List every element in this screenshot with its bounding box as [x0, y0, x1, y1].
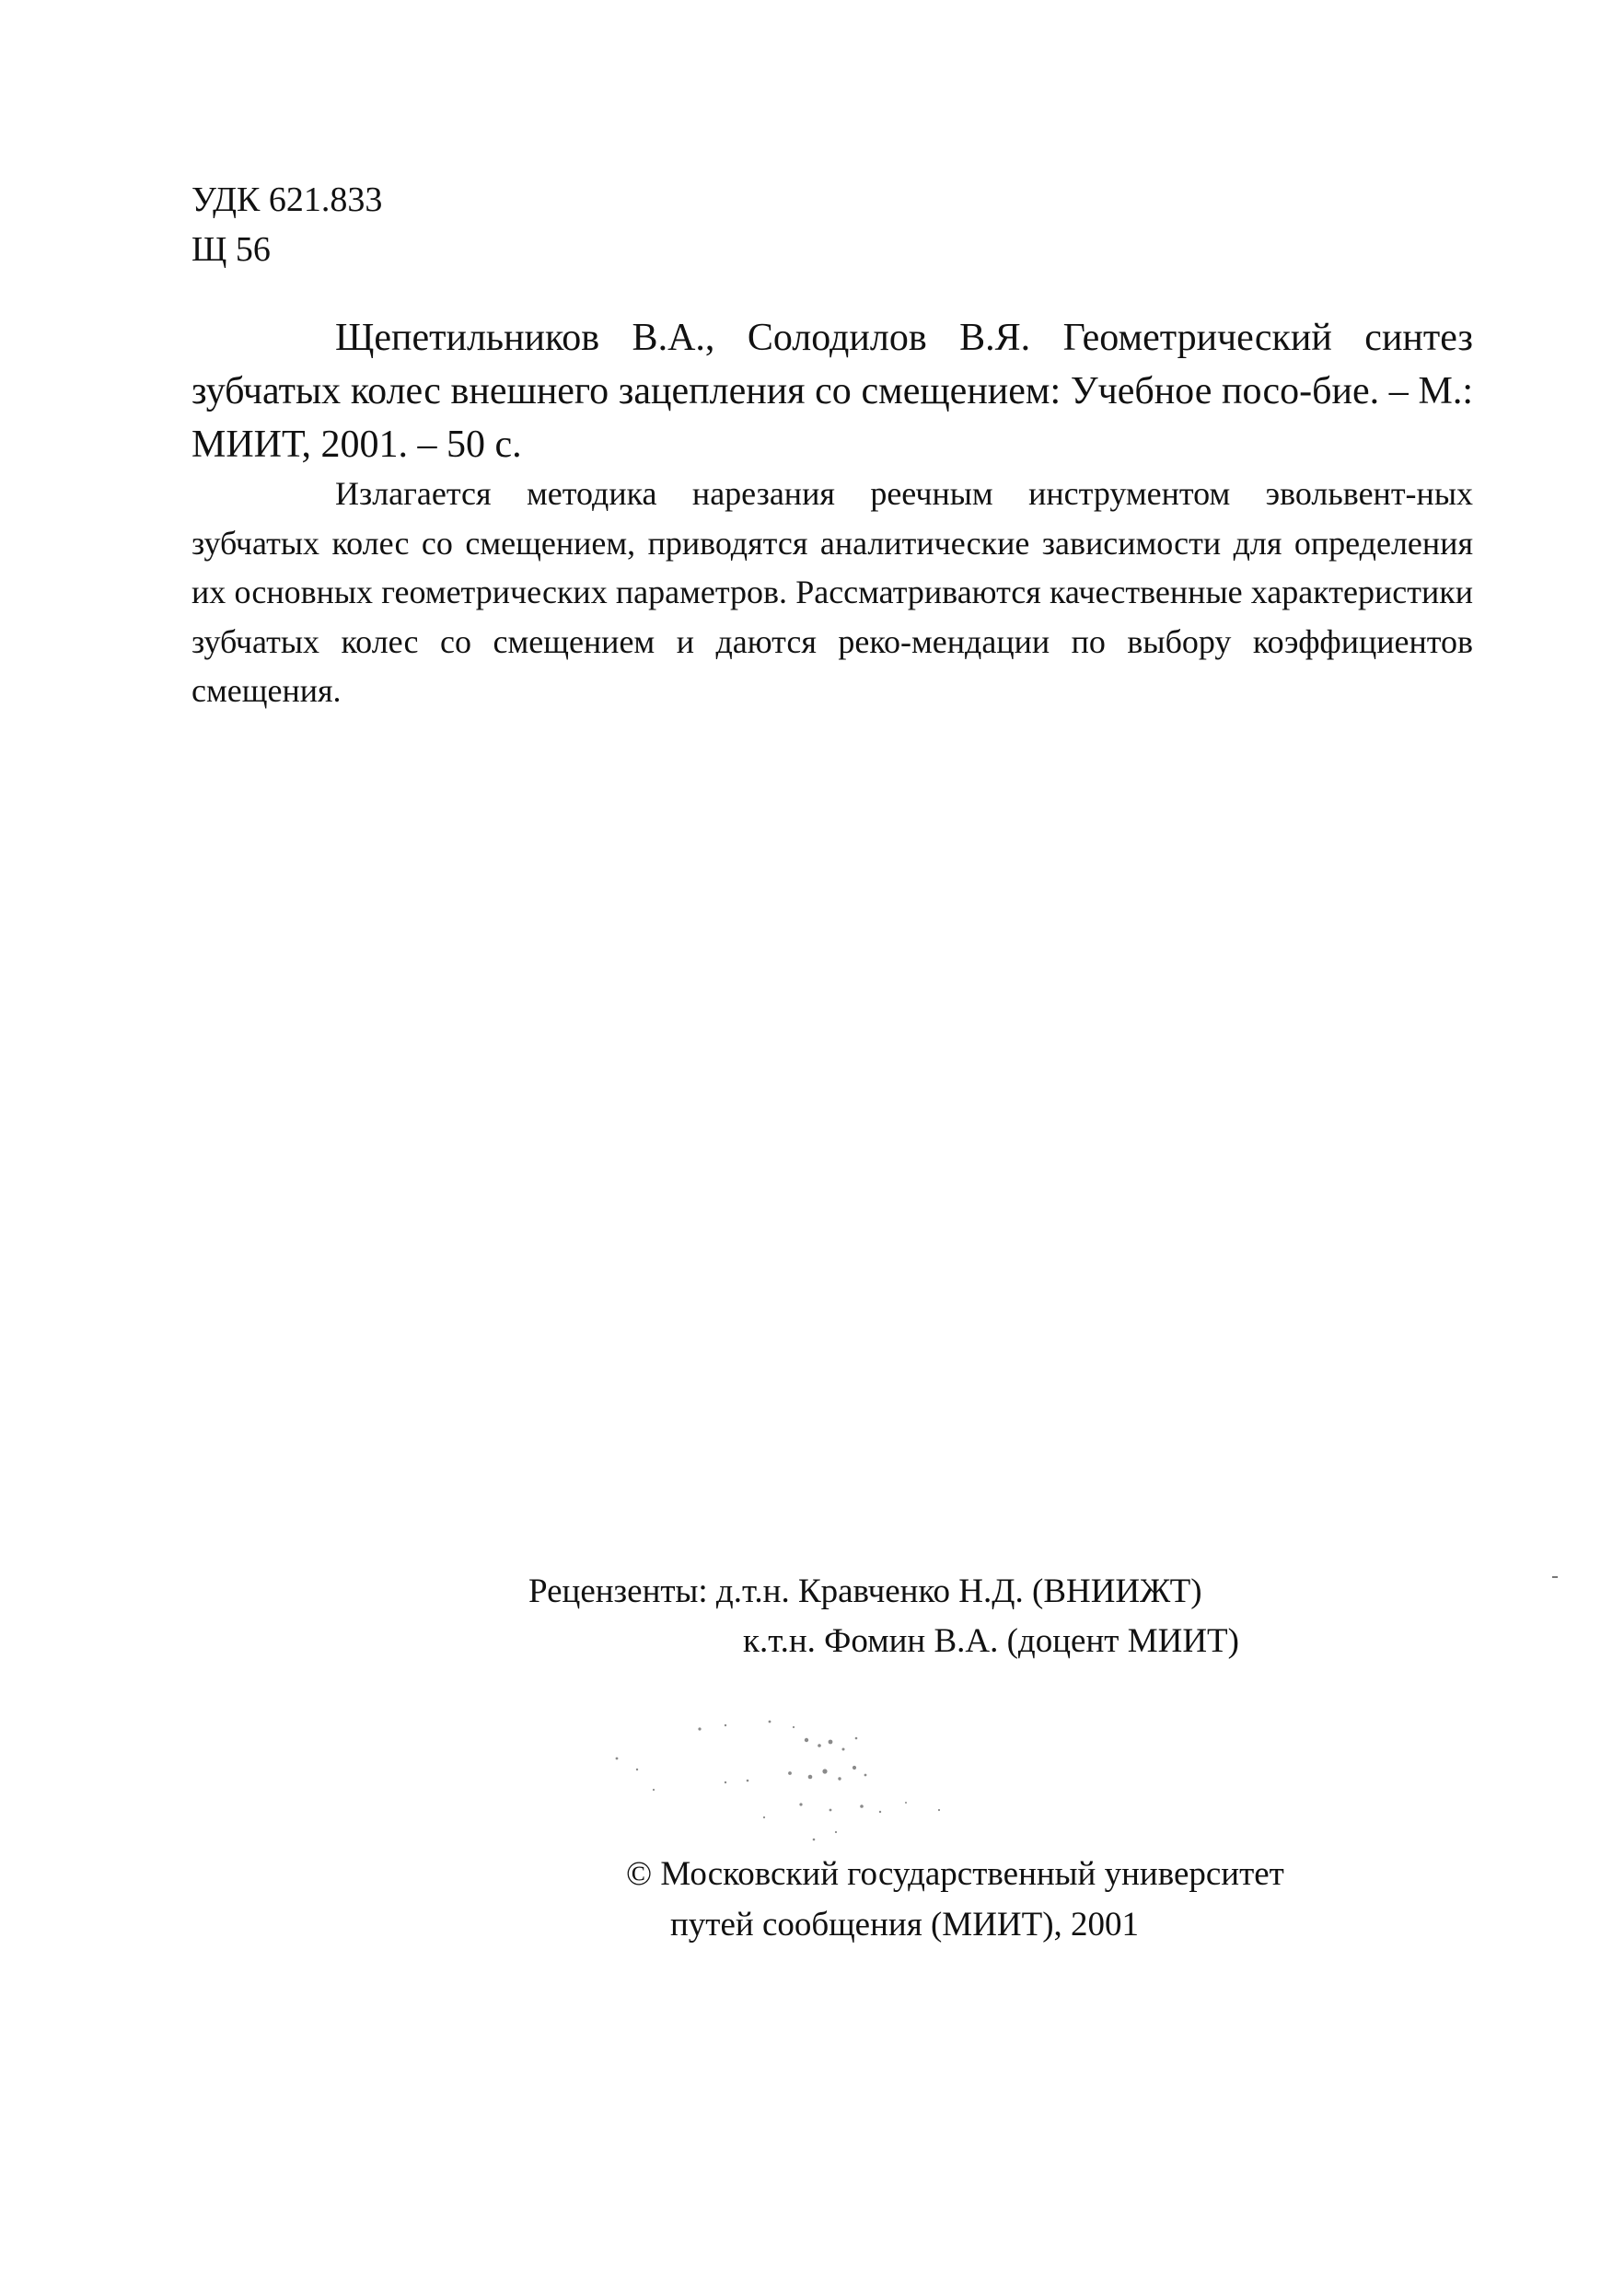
- udk-code: УДК 621.833: [191, 180, 383, 219]
- copyright-block: [626, 1849, 1284, 1950]
- copyright-line-2: путей сообщения (МИИТ), 2001: [670, 1906, 1140, 1944]
- abstract-paragraph: Излагается методика нарезания реечным инструментом эвольвент-ных зубчатых колес со смещением, приводятся аналитические зависимости для определения их основных геометрических параметров. Рассматриваются качественные характеристики зубчатых колес со смещением и даются реко-мендации по выбору коэффициентов смещения.: [191, 475, 1473, 709]
- library-code: Щ 56: [191, 230, 271, 269]
- faded-stamp-noise: [589, 1703, 976, 1851]
- reviewer-line-2: к.т.н. Фомин В.А. (доцент МИИТ): [743, 1622, 1239, 1660]
- scan-edge-mark: [1552, 1576, 1558, 1578]
- udk-block: [191, 175, 382, 274]
- reviewer-line-1: Рецензенты: д.т.н. Кравченко Н.Д. (ВНИИЖТ): [528, 1572, 1202, 1610]
- bibliographic-description: Щепетильников В.А., Солодилов В.Я. Геометрический синтез зубчатых колес внешнего зацепления со смещением: Учебное посо-бие. – М.: МИИТ, 2001. – 50 с.: [191, 317, 1473, 466]
- reviewers-block: [528, 1567, 1239, 1666]
- copyright-line-1: © Московский государственный университет: [626, 1855, 1284, 1893]
